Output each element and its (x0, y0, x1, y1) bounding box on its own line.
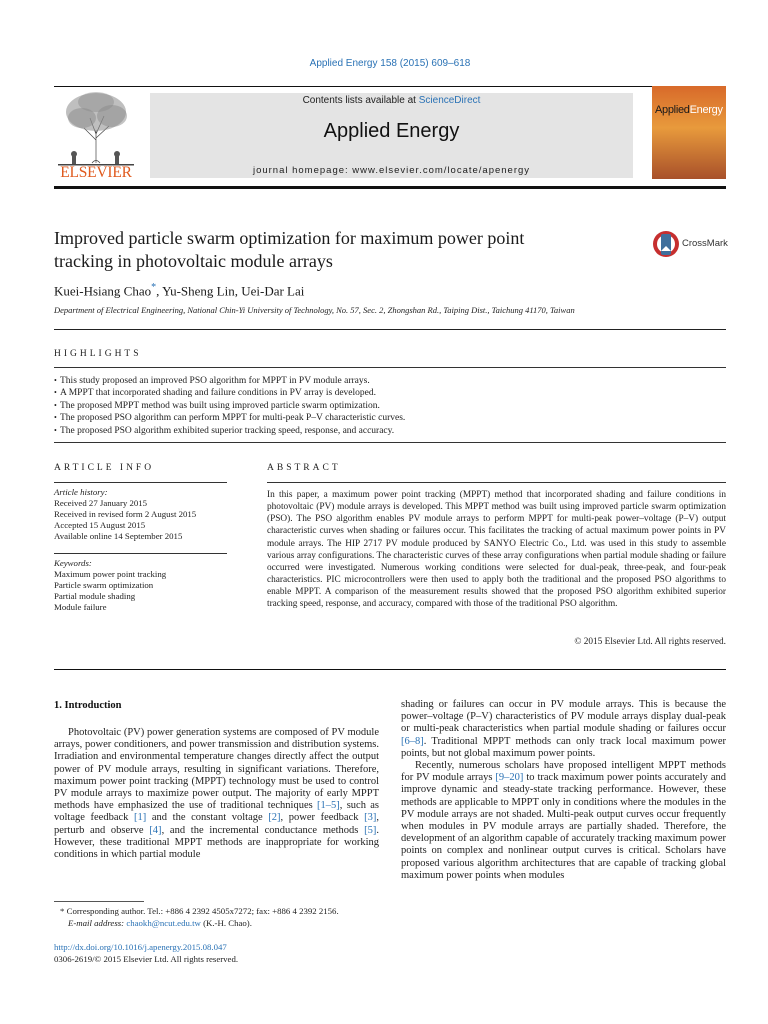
keyword-item: Particle swarm optimization (54, 580, 154, 590)
header-thick-rule (54, 186, 726, 189)
article-title-line-1: Improved particle swarm optimization for maximum power point (54, 228, 525, 248)
history-revised: Received in revised form 2 August 2015 (54, 509, 197, 519)
intro-paragraph-3: Recently, numerous scholars have proposed intelligent MPPT methods for PV module arrays [9–20] to track maximum power points accurately and improve dynamic and steady-state tracking performance. However, these methods are applicable to MPPT only in conditions where the modules in the PV module arrays are not shaded. Multi-peak output curves occur frequently when modules in PV module arrays are partially shaded. Therefore, the development of an algorithm capable of accurately tracking maximum power points on complex and nonlinear output curves is critical. Scholars have proposed various algorithm architectures that are capable of tracking global maximum power points when modules (401, 760, 726, 881)
citation-link[interactable]: [3] (364, 812, 377, 824)
contents-line (150, 95, 633, 106)
citation-link[interactable]: [1–5] (317, 800, 340, 812)
highlights-heading-rule (54, 367, 726, 368)
abstract-text: In this paper, a maximum power point tracking (MPPT) method that incorporated shading and failure conditions in photovoltaic (PV) module arrays is developed. This MPPT method was built using improved particle swarm optimization (PSO). The PSO algorithm enables PV module arrays to perform MPPT for multi-peak power–voltage (P–V) output characteristic curves when shading or failures occur. This facilitates the tracking of actual maximum power points in PV module arrays. The HIP 2717 PV module produced by SANYO Electric Co., Ltd. was used in this study to assemble various array configurations. The characteristic curves of these array configurations when partial module shading or failure occurred were investigated. Numerous working conditions were selected for dual-peak, three-peak, and four-peak characteristics. PIC microcontrollers were then used to apply both the traditional and the proposed PSO algorithms to enable MPPT. A comparison of the measurement results showed that the proposed PSO algorithm exhibited superior tracking speed, response, and accuracy, compared with those of the traditional PSO algorithm. (267, 490, 726, 610)
journal-homepage[interactable]: journal homepage: www.elsevier.com/locate/apenergy (252, 165, 531, 176)
highlight-item: • The proposed PSO algorithm exhibited superior tracking speed, response, and accuracy. (54, 425, 726, 437)
citation-link[interactable]: [4] (149, 824, 162, 836)
abstract-rule (267, 482, 726, 483)
footnote-email-line: E-mail address: chaokh@ncut.edu.tw (K.-H. Chao). (68, 917, 252, 928)
cover-title: AppliedEnergy (655, 104, 723, 116)
elsevier-tree-icon (54, 88, 138, 166)
article-history-label: Article history: (54, 487, 108, 497)
body-right-column (401, 699, 726, 882)
citation-link[interactable]: [9–20] (495, 772, 524, 784)
keyword-item: Partial module shading (54, 591, 136, 601)
other-authors: , Yu-Sheng Lin, Uei-Dar Lai (156, 283, 305, 299)
highlights-top-rule (54, 329, 726, 330)
author-name[interactable]: Kuei-Hsiang Chao (54, 283, 152, 299)
citation-link[interactable]: [1] (134, 812, 147, 824)
keyword-item: Module failure (54, 602, 107, 612)
abstract-heading: ABSTRACT (267, 463, 341, 473)
body-left-column (54, 727, 379, 861)
top-rule (54, 86, 726, 87)
history-online: Available online 14 September 2015 (54, 531, 183, 541)
issn-copyright: 0306-2619/© 2015 Elsevier Ltd. All rights reserved. (54, 953, 239, 964)
body-top-rule (54, 669, 726, 670)
doi-link[interactable]: http://dx.doi.org/10.1016/j.apenergy.2015.08.047 (54, 942, 227, 952)
journal-banner (150, 93, 633, 178)
intro-paragraph-2: shading or failures can occur in PV module arrays. This is because the power–voltage (P–V) characteristics of PV module arrays display dual-peak or multi-peak characteristics when partial module shading or failures occur [6–8]. Traditional MPPT methods can only track local maximum power points, but not global maximum power points. (401, 699, 726, 759)
highlights-heading: HIGHLIGHTS (54, 349, 142, 359)
article-info-heading: ARTICLE INFO (54, 463, 155, 473)
history-accepted: Accepted 15 August 2015 (54, 520, 146, 530)
introduction-heading: 1. Introduction (54, 700, 122, 711)
citation-link[interactable]: [5] (364, 824, 377, 836)
footnote-rule (54, 901, 144, 902)
contents-prefix: Contents lists available at (302, 95, 419, 106)
corresponding-author-footnote (54, 906, 379, 929)
elsevier-wordmark: ELSEVIER (60, 164, 132, 181)
highlights-bottom-rule (54, 442, 726, 443)
article-title (54, 227, 634, 273)
highlight-item: • The proposed PSO algorithm can perform MPPT for multi-peak P–V characteristic curves. (54, 412, 726, 424)
keyword-item: Maximum power point tracking (54, 569, 167, 579)
highlights-list (54, 375, 726, 437)
crossmark-badge[interactable] (652, 229, 732, 261)
highlight-item: • This study proposed an improved PSO algorithm for MPPT in PV module arrays. (54, 375, 726, 387)
history-received: Received 27 January 2015 (54, 498, 148, 508)
journal-title: Applied Energy (323, 120, 460, 142)
article-info-rule (54, 482, 227, 483)
crossmark-label: CrossMark (682, 238, 728, 249)
intro-paragraph-1: Photovoltaic (PV) power generation systems are composed of PV module arrays, power conditioners, and power transmission and distribution systems. Irradiation and environmental temperature changes directly affect the output power of PV module arrays, resulting in significant variations. Therefore, maximum power point tracking (MPPT) technology must be used to control PV module arrays to maximize power output. The majority of early MPPT methods have emphasized the use of traditional techniques [1–5], such as voltage feedback [1] and the constant voltage [2], power feedback [3], perturb and observe [4], and the incremental conductance methods [5]. However, these traditional MPPT methods are inappropriate for working conditions in which partial module (54, 727, 379, 861)
highlight-item: • A MPPT that incorporated shading and failure conditions in PV array is developed. (54, 387, 726, 399)
elsevier-logo (54, 88, 138, 182)
author-affiliation: Department of Electrical Engineering, National Chin-Yi University of Technology, No. 57, Sec. 2, Zhongshan Rd., Taiping Dist., Taichung 41170, Taiwan (54, 305, 575, 315)
citation-link[interactable]: [2] (268, 812, 281, 824)
journal-citation-link[interactable]: Applied Energy 158 (2015) 609–618 (309, 58, 471, 69)
author-email-link[interactable]: chaokh@ncut.edu.tw (126, 917, 201, 928)
highlight-item: • The proposed MPPT method was built using improved particle swarm optimization. (54, 400, 726, 412)
sciencedirect-link[interactable]: ScienceDirect (418, 95, 481, 106)
footnote-contact: * Corresponding author. Tel.: +886 4 2392 4505x7272; fax: +886 4 2392 2156. (60, 906, 339, 916)
citation-link[interactable]: [6–8] (401, 735, 424, 747)
journal-cover-thumbnail (652, 86, 726, 179)
crossmark-icon (652, 229, 680, 261)
article-title-line-2: tracking in photovoltaic module arrays (54, 251, 333, 271)
corresponding-author-mark[interactable]: * (151, 282, 157, 293)
keywords-label: Keywords: (54, 558, 92, 568)
author-list (54, 282, 304, 299)
abstract-copyright: © 2015 Elsevier Ltd. All rights reserved. (574, 637, 726, 647)
keywords-rule (54, 553, 227, 554)
page-footer (54, 942, 238, 965)
